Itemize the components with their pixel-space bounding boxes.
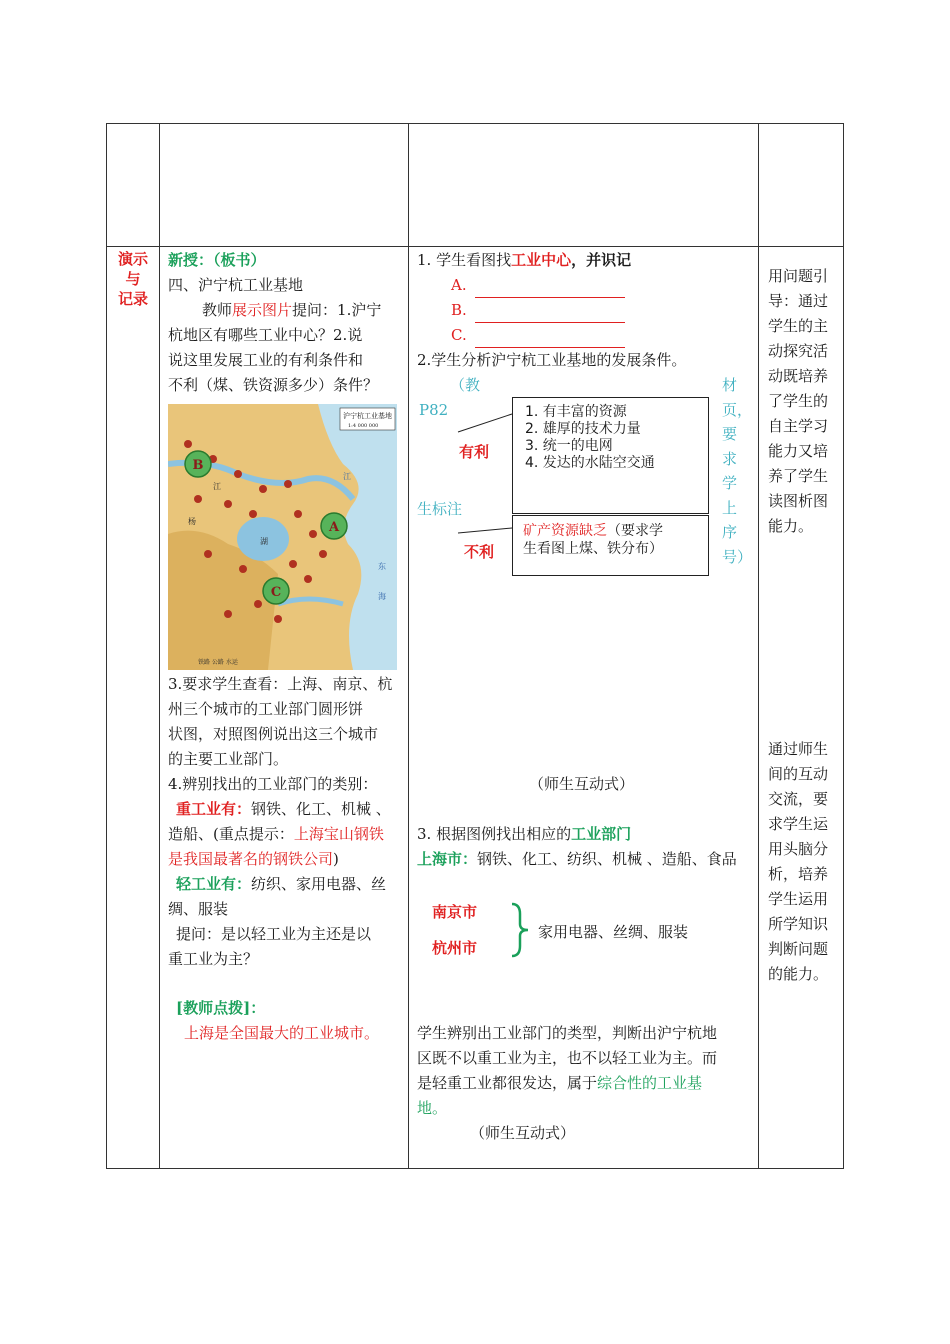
marker-b-label: B (192, 458, 204, 473)
s3-green: 工业部门 (571, 825, 632, 843)
intent2-line6: 析，培养 (768, 865, 829, 883)
note-right-5: 学 (722, 474, 738, 492)
intent1-line2: 导：通过 (768, 292, 829, 310)
unfav-line2: 生看图上煤、铁分布） (523, 541, 663, 557)
shanghai-text: 钢铁、化工、纺织、机械 、造船、食品 (477, 850, 737, 868)
connector-unfavorable (458, 528, 512, 533)
intent1-line10: 读图析图 (768, 492, 829, 510)
student-step2: 2.学生分析沪宁杭工业基地的发展条件。 (417, 351, 687, 369)
intent2-line8: 所学知识 (768, 915, 829, 933)
student-step1 (417, 248, 631, 273)
heavy-industry-label: 重工业有： (176, 800, 252, 818)
blank-c-label: C. (451, 326, 467, 344)
new-lesson-label: 新授：（板书） (168, 251, 266, 269)
map-legend: 铁路 公路 水运 (198, 659, 238, 666)
question2-line2: 重工业为主？ (168, 950, 259, 968)
unfav-line1 (523, 522, 663, 540)
favorable-box (512, 397, 709, 514)
heavy-line2-a: 造船、(重点提示： (168, 825, 294, 843)
blank-a-line[interactable] (475, 281, 625, 298)
unfav-rest1: （要求学 (607, 523, 663, 539)
table-col-line-5 (843, 123, 844, 1169)
map-label-jiang: 江 (343, 472, 351, 481)
concl-l3-b: 综合性的工业基 (597, 1074, 703, 1092)
heavy-line3: 是我国最著名的钢铁公司 (168, 850, 334, 868)
s1-bold: ，并识记 (571, 251, 632, 269)
intent2-line5: 用头脑分 (768, 840, 829, 858)
note-right-4: 求 (722, 449, 738, 468)
nanjing-hangzhou-text: 家用电器、丝绸、服装 (538, 923, 689, 941)
intent2-line10: 的能力。 (768, 965, 829, 983)
table-bottom-border (106, 1168, 844, 1169)
ask-prefix: 教师 (202, 301, 233, 319)
intent-paragraph-1 (768, 264, 828, 539)
step3-line4: 的主要工业部门。 (168, 750, 289, 768)
note-right-3: 要 (722, 425, 738, 443)
unfavorable-box (512, 515, 709, 576)
intent2-line9: 判断问题 (768, 940, 829, 958)
teacher-question-line2: 杭地区有哪些工业中心？2.说 (168, 326, 363, 344)
hangzhou-label: 杭州市 (432, 939, 478, 957)
note-right-8: 号） (722, 547, 753, 566)
ask-red: 展示图片 (232, 301, 293, 319)
unfav-red: 矿产资源缺乏 (523, 523, 607, 539)
nanjing-label: 南京市 (432, 903, 478, 921)
section-title: 四、沪宁杭工业基地 (168, 276, 304, 294)
table-top-border (106, 123, 844, 124)
s1-prefix: 1. 学生看图找 (417, 251, 512, 269)
connector-favorable (458, 414, 512, 432)
intent1-line5: 动既培养 (768, 367, 829, 385)
connector-lines (420, 400, 520, 560)
row-header-line3: 记录 (117, 290, 148, 308)
marker-a-label: A (328, 520, 340, 535)
brace-icon (506, 900, 532, 960)
table-row-divider (106, 246, 844, 247)
intent1-line8: 能力又培 (768, 442, 829, 460)
intent1-line7: 自主学习 (768, 417, 829, 435)
map-label-river: 江 (213, 482, 221, 491)
note-line3: 生标注 (417, 500, 463, 518)
favorable-label: 有利 (459, 443, 490, 461)
heavy-industry-line1 (176, 797, 391, 822)
blank-a (451, 273, 625, 298)
intent2-line7: 学生运用 (768, 890, 829, 908)
intent1-line3: 学生的主 (768, 317, 829, 335)
intent-paragraph-2 (768, 737, 828, 987)
table-col-line-2 (159, 123, 160, 1169)
teacher-tip-text: 上海是全国最大的工业城市。 (184, 1024, 380, 1042)
conclusion-line1: 学生辨别出工业部门的类型，判断出沪宁杭地 (417, 1024, 718, 1042)
blank-b (451, 298, 625, 323)
intent2-line3: 交流，要 (768, 790, 829, 808)
table-col-line-1 (106, 123, 107, 1169)
intent2-line4: 求学生运 (768, 815, 829, 833)
blank-a-label: A. (451, 276, 467, 294)
intent1-line11: 能力。 (768, 517, 814, 535)
intent1-line4: 动探究活 (768, 342, 829, 360)
heavy-industry-line3 (168, 847, 339, 872)
conclusion-line4: 地。 (417, 1099, 448, 1117)
table-col-line-3 (408, 123, 409, 1169)
step3-line1: 3.要求学生查看：上海、南京、杭 (168, 675, 393, 693)
shanghai-line (417, 847, 737, 872)
intent1-line1: 用问题引 (768, 267, 829, 285)
table-col-line-4 (758, 123, 759, 1169)
row-header-line2: 与 (125, 270, 141, 288)
note-right-2: 页， (722, 400, 753, 419)
shanghai-label: 上海市： (417, 850, 478, 868)
row-header (110, 249, 156, 309)
industrial-base-map (168, 404, 397, 670)
teacher-question-line4: 不利（煤、铁资源多少）条件？ (168, 376, 379, 394)
blank-c-line[interactable] (475, 331, 625, 348)
s3-prefix: 3. 根据图例找出相应的 (417, 825, 572, 843)
fav-item-2: 2. 雄厚的技术力量 (525, 421, 641, 437)
blank-b-label: B. (451, 301, 467, 319)
heavy-line3-end: ) (333, 850, 339, 868)
concl-l3-a: 是轻重工业都很发达，属于 (417, 1074, 598, 1092)
step3-line3: 状图，对照图例说出这三个城市 (168, 725, 379, 743)
map-label-hai: 海 (378, 592, 386, 601)
light-industry-label: 轻工业有： (176, 875, 252, 893)
heavy-industry-line2 (168, 822, 384, 847)
step3-line2: 州三个城市的工业部门圆形饼 (168, 700, 364, 718)
note-right-7: 序 (722, 523, 738, 541)
light-industry-line2: 绸、服装 (168, 900, 229, 918)
heavy-line2-b: 上海宝山钢铁 (293, 825, 384, 843)
note-line1: （教 (450, 376, 481, 394)
intent2-line2: 间的互动 (768, 765, 829, 783)
map-scale: 1:4 000 000 (348, 423, 379, 429)
map-label-lake: 湖 (260, 537, 268, 546)
intent2-line1: 通过师生 (768, 740, 829, 758)
map-title: 沪宁杭工业基地 (343, 412, 392, 420)
blank-b-line[interactable] (475, 306, 625, 323)
intent1-line9: 养了学生 (768, 467, 829, 485)
fav-item-1: 1. 有丰富的资源 (525, 404, 627, 420)
map-label-yang: 杨 (188, 517, 196, 526)
heavy-industry-text: 钢铁、化工、机械 、 (251, 800, 391, 818)
s1-red: 工业中心 (511, 251, 572, 269)
fav-item-4: 4. 发达的水陆空交通 (525, 455, 655, 471)
teacher-question-line1 (202, 298, 381, 323)
teacher-question-line3: 说这里发展工业的有利条件和 (168, 351, 364, 369)
conclusion-line2: 区既不以重工业为主，也不以轻工业为主。而 (417, 1049, 718, 1067)
note-right-column (722, 373, 753, 569)
step4-line: 4.辨别找出的工业部门的类别： (168, 775, 378, 793)
fav-item-3: 3. 统一的电网 (525, 438, 613, 454)
light-industry-text: 纺织、家用电器、丝 (251, 875, 387, 893)
row-header-line1: 演示 (117, 250, 148, 268)
map-label-east: 东 (378, 562, 386, 571)
unfavorable-label: 不利 (464, 543, 495, 561)
intent1-line6: 了学生的 (768, 392, 829, 410)
ask-rest: 提问：1.沪宁 (292, 301, 382, 319)
note-right-6: 上 (722, 498, 738, 517)
marker-c-label: C (270, 585, 282, 600)
light-industry-line1 (176, 872, 386, 897)
blank-c (451, 323, 625, 348)
teacher-tip-label: [教师点拨]： (176, 999, 266, 1017)
note-right-1: 材 (722, 376, 738, 394)
question2-line1: 提问：是以轻工业为主还是以 (176, 925, 372, 943)
student-step3 (417, 822, 631, 847)
conclusion-line3 (417, 1071, 702, 1096)
interactive-label-1: （师生互动式） (529, 775, 635, 793)
note-line2: P82 (419, 401, 449, 419)
interactive-label-2: （师生互动式） (470, 1124, 576, 1142)
